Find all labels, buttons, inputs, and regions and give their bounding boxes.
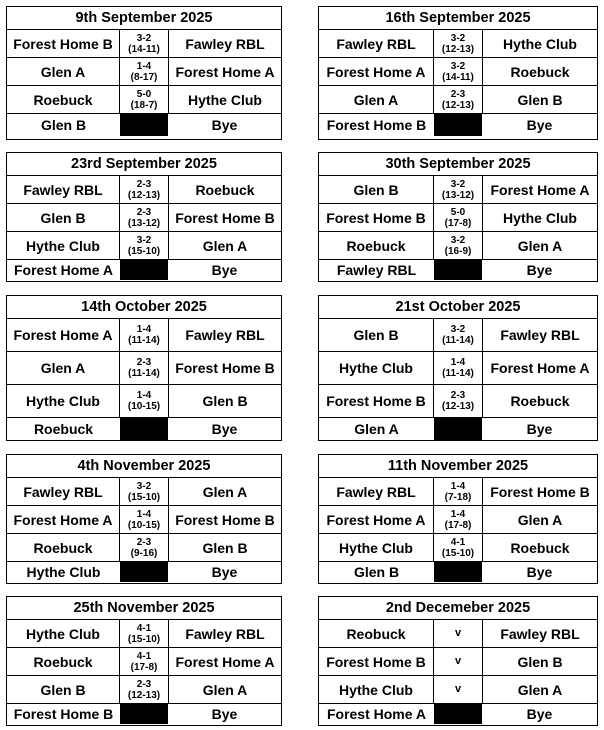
away-team: Roebuck <box>482 534 597 561</box>
bye-row <box>7 704 281 724</box>
legs: (14-11) <box>442 71 474 83</box>
round-date: 9th September 2025 <box>7 7 281 30</box>
score: 4-1 <box>136 650 152 662</box>
home-team: Forest Home B <box>319 648 434 675</box>
bye-label: Bye <box>526 117 553 133</box>
legs: (7-18) <box>444 491 472 503</box>
legs: (12-13) <box>441 43 475 55</box>
fixture-row <box>7 176 281 204</box>
result <box>434 204 482 231</box>
bye-team: Glen A <box>354 421 399 437</box>
bye-label: Bye <box>526 564 553 580</box>
home-team: Reobuck <box>319 620 434 647</box>
away-team: Forest Home B <box>482 478 597 505</box>
away-team: Glen A <box>168 478 281 505</box>
fixture-row <box>319 534 597 562</box>
fixture-row <box>7 506 281 534</box>
bye-shading <box>434 260 482 280</box>
result <box>120 534 168 561</box>
home-team: Glen A <box>7 58 120 85</box>
round-panel-4 <box>318 152 598 282</box>
away-team: Forest Home B <box>168 204 281 231</box>
legs: (17-8) <box>444 217 472 229</box>
bye-team: Forest Home B <box>13 706 114 722</box>
home-team: Roebuck <box>7 648 120 675</box>
away-team: Glen A <box>482 232 597 259</box>
legs: (12-13) <box>127 689 161 701</box>
away-team: Fawley RBL <box>482 319 597 351</box>
score: 1-4 <box>136 324 152 335</box>
bye-row <box>319 704 597 724</box>
bye-label: Bye <box>211 421 238 437</box>
score: 1-4 <box>450 480 466 492</box>
score: 2-3 <box>136 536 152 548</box>
score: 1-4 <box>136 508 152 520</box>
versus: v <box>454 627 462 639</box>
home-team: Fawley RBL <box>319 30 434 57</box>
fixture-row <box>7 30 281 58</box>
round-panel-2 <box>318 6 598 140</box>
home-team: Forest Home A <box>319 58 434 85</box>
score: 2-3 <box>136 357 152 368</box>
away-team: Fawley RBL <box>168 30 281 57</box>
away-team: Roebuck <box>168 176 281 203</box>
bye-row <box>319 562 597 582</box>
fixture-row <box>7 58 281 86</box>
away-team: Glen B <box>168 534 281 561</box>
score: 2-3 <box>136 206 152 218</box>
round-date: 2nd Decemeber 2025 <box>319 597 597 620</box>
score: 3-2 <box>450 234 466 246</box>
bye-shading <box>120 562 168 582</box>
bye-shading <box>120 114 168 136</box>
round-panel-1 <box>6 6 282 140</box>
fixture-row <box>7 676 281 704</box>
fixture-row <box>7 319 281 352</box>
round-date: 23rd September 2025 <box>7 153 281 176</box>
home-team: Fawley RBL <box>7 176 120 203</box>
legs: (18-7) <box>130 99 158 111</box>
bye-shading <box>434 114 482 136</box>
result <box>120 506 168 533</box>
round-date: 16th September 2025 <box>319 7 597 30</box>
fixture-row <box>319 352 597 385</box>
result <box>120 58 168 85</box>
home-team: Glen B <box>319 176 434 203</box>
away-team: Glen B <box>482 86 597 113</box>
result <box>434 176 482 203</box>
fixture-row <box>7 478 281 506</box>
home-team: Fawley RBL <box>319 478 434 505</box>
bye-row <box>319 418 597 440</box>
fixture-row <box>319 385 597 418</box>
bye-label: Bye <box>526 706 553 722</box>
away-team: Forest Home B <box>168 352 281 384</box>
score: 1-4 <box>136 60 152 72</box>
round-panel-3 <box>6 152 282 282</box>
fixture-row <box>319 478 597 506</box>
round-date: 14th October 2025 <box>7 296 281 319</box>
bye-row <box>319 260 597 280</box>
result <box>120 176 168 203</box>
bye-row <box>7 260 281 280</box>
result <box>120 319 168 351</box>
fixture-row <box>7 620 281 648</box>
round-panel-5 <box>6 295 282 441</box>
round-date: 4th November 2025 <box>7 455 281 478</box>
home-team: Roebuck <box>7 534 120 561</box>
away-team: Forest Home A <box>168 58 281 85</box>
legs: (17-8) <box>444 519 472 531</box>
round-panel-6 <box>318 295 598 441</box>
fixture-row <box>319 30 597 58</box>
fixture-row <box>319 176 597 204</box>
bye-team: Glen B <box>353 564 400 580</box>
score: 3-2 <box>450 60 466 72</box>
result <box>120 478 168 505</box>
fixture-row <box>7 204 281 232</box>
score: 5-0 <box>136 88 152 100</box>
away-team: Forest Home A <box>482 352 597 384</box>
score: 3-2 <box>450 178 466 190</box>
bye-label: Bye <box>211 117 238 133</box>
away-team: Forest Home B <box>168 506 281 533</box>
away-team: Roebuck <box>482 58 597 85</box>
score: 2-3 <box>450 390 466 401</box>
legs: (15-10) <box>127 633 161 645</box>
result <box>120 232 168 259</box>
result <box>120 648 168 675</box>
legs: (12-13) <box>127 189 161 201</box>
bye-row <box>7 562 281 582</box>
bye-row <box>319 114 597 136</box>
legs: (9-16) <box>130 547 158 559</box>
bye-row <box>7 418 281 440</box>
result <box>434 86 482 113</box>
score: 2-3 <box>136 678 152 690</box>
score: 3-2 <box>450 32 466 44</box>
away-team: Fawley RBL <box>168 319 281 351</box>
round-date: 30th September 2025 <box>319 153 597 176</box>
fixture-row <box>7 648 281 676</box>
result <box>120 620 168 647</box>
round-panel-8 <box>318 454 598 584</box>
fixture-row <box>7 385 281 418</box>
score: 4-1 <box>136 622 152 634</box>
away-team: Hythe Club <box>168 86 281 113</box>
versus: v <box>454 683 462 695</box>
bye-shading <box>120 418 168 440</box>
home-team: Roebuck <box>7 86 120 113</box>
fixture-row <box>319 620 597 648</box>
fixture-row <box>319 58 597 86</box>
legs: (15-10) <box>127 491 161 503</box>
fixture-row <box>7 232 281 260</box>
result <box>120 30 168 57</box>
round-date: 21st October 2025 <box>319 296 597 319</box>
bye-shading <box>120 260 168 280</box>
home-team: Roebuck <box>319 232 434 259</box>
bye-label: Bye <box>211 262 238 278</box>
away-team: Forest Home A <box>482 176 597 203</box>
away-team: Hythe Club <box>482 204 597 231</box>
fixture-row <box>319 319 597 352</box>
round-panel-7 <box>6 454 282 584</box>
fixture-row <box>319 676 597 704</box>
result <box>120 676 168 703</box>
legs: (11-14) <box>442 335 474 346</box>
legs: (10-15) <box>127 519 161 531</box>
score: 1-4 <box>136 390 152 401</box>
fixture-row <box>7 352 281 385</box>
score: 3-2 <box>136 32 152 44</box>
away-team: Hythe Club <box>482 30 597 57</box>
home-team: Forest Home A <box>319 506 434 533</box>
away-team: Glen A <box>168 232 281 259</box>
bye-team: Forest Home B <box>326 117 427 133</box>
legs: (15-10) <box>441 547 475 559</box>
bye-team: Roebuck <box>33 421 94 437</box>
bye-team: Fawley RBL <box>336 262 417 278</box>
away-team: Glen B <box>168 385 281 417</box>
home-team: Hythe Club <box>7 620 120 647</box>
fixture-row <box>319 648 597 676</box>
home-team: Forest Home B <box>319 385 434 417</box>
home-team: Hythe Club <box>7 385 120 417</box>
fixture-row <box>319 204 597 232</box>
score: 3-2 <box>136 480 152 492</box>
score: 2-3 <box>450 88 466 100</box>
home-team: Glen B <box>7 676 120 703</box>
bye-team: Hythe Club <box>26 564 101 580</box>
result <box>120 385 168 417</box>
away-team: Glen B <box>482 648 597 675</box>
away-team: Fawley RBL <box>482 620 597 647</box>
fixture-row <box>319 232 597 260</box>
legs: (15-10) <box>127 245 161 257</box>
score: 2-3 <box>136 178 152 190</box>
legs: (8-17) <box>130 71 158 83</box>
fixture-row <box>319 86 597 114</box>
legs: (12-13) <box>441 99 475 111</box>
home-team: Forest Home A <box>7 506 120 533</box>
bye-team: Forest Home A <box>13 262 114 278</box>
bye-shading <box>120 704 168 724</box>
home-team: Hythe Club <box>7 232 120 259</box>
result <box>434 30 482 57</box>
home-team: Fawley RBL <box>7 478 120 505</box>
score: 4-1 <box>450 536 466 548</box>
bye-row <box>7 114 281 136</box>
bye-label: Bye <box>211 706 238 722</box>
home-team: Hythe Club <box>319 352 434 384</box>
score: 5-0 <box>450 206 466 218</box>
legs: (11-14) <box>128 335 160 346</box>
home-team: Forest Home A <box>7 319 120 351</box>
home-team: Glen B <box>7 204 120 231</box>
away-team: Glen A <box>482 676 597 703</box>
home-team: Glen A <box>7 352 120 384</box>
legs: (12-13) <box>441 401 475 412</box>
round-panel-9 <box>6 596 282 726</box>
round-date: 25th November 2025 <box>7 597 281 620</box>
legs: (11-14) <box>442 368 474 379</box>
fixture-row <box>319 506 597 534</box>
result <box>120 204 168 231</box>
away-team: Roebuck <box>482 385 597 417</box>
away-team: Glen A <box>168 676 281 703</box>
home-team: Hythe Club <box>319 534 434 561</box>
result <box>434 478 482 505</box>
result <box>434 534 482 561</box>
bye-label: Bye <box>526 421 553 437</box>
versus: v <box>454 655 462 667</box>
result <box>434 319 482 351</box>
result <box>434 58 482 85</box>
bye-shading <box>434 562 482 582</box>
legs: (16-9) <box>444 245 472 257</box>
result <box>434 506 482 533</box>
legs: (17-8) <box>130 661 158 673</box>
score: 3-2 <box>450 324 466 335</box>
home-team: Forest Home B <box>319 204 434 231</box>
result <box>120 86 168 113</box>
bye-label: Bye <box>211 564 238 580</box>
bye-shading <box>434 704 482 724</box>
home-team: Glen B <box>319 319 434 351</box>
bye-shading <box>434 418 482 440</box>
home-team: Forest Home B <box>7 30 120 57</box>
bye-team: Glen B <box>40 117 87 133</box>
fixture-row <box>7 86 281 114</box>
bye-team: Forest Home A <box>326 706 427 722</box>
result <box>434 385 482 417</box>
away-team: Fawley RBL <box>168 620 281 647</box>
home-team: Glen A <box>319 86 434 113</box>
away-team: Glen A <box>482 506 597 533</box>
legs: (14-11) <box>128 43 160 55</box>
home-team: Hythe Club <box>319 676 434 703</box>
score: 3-2 <box>136 234 152 246</box>
result <box>434 232 482 259</box>
bye-label: Bye <box>526 262 553 278</box>
legs: (10-15) <box>127 401 161 412</box>
result <box>120 352 168 384</box>
round-date: 11th November 2025 <box>319 455 597 478</box>
score: 1-4 <box>450 508 466 520</box>
fixture-row <box>7 534 281 562</box>
round-panel-10 <box>318 596 598 726</box>
away-team: Forest Home A <box>168 648 281 675</box>
result <box>434 352 482 384</box>
legs: (11-14) <box>128 368 160 379</box>
score: 1-4 <box>450 357 466 368</box>
legs: (13-12) <box>127 217 161 229</box>
legs: (13-12) <box>441 189 475 201</box>
